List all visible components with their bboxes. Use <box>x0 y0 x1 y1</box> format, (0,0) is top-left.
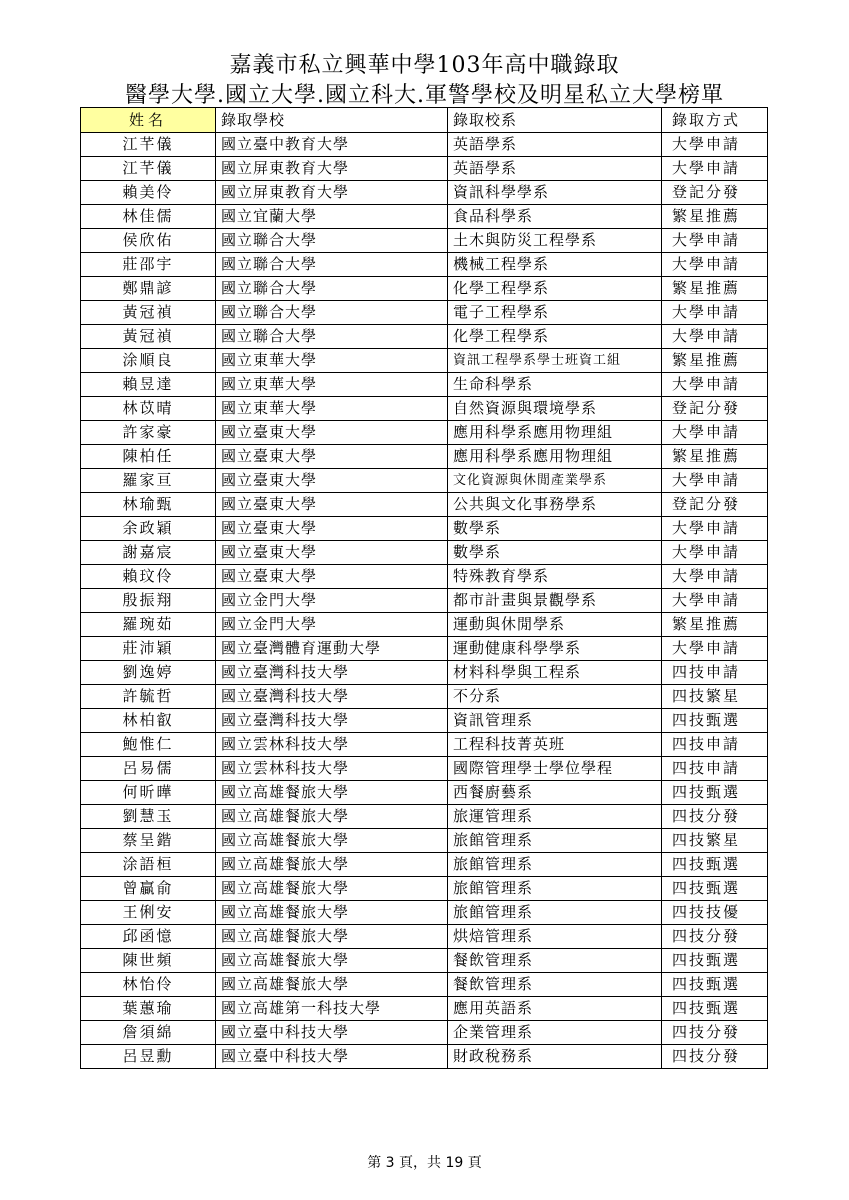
student-name: 林佳儒 <box>81 205 216 229</box>
header-name: 姓名 <box>81 108 216 133</box>
admission-method: 繁星推薦 <box>662 445 768 469</box>
student-name: 林柏叡 <box>81 709 216 733</box>
admission-method: 四技分發 <box>662 925 768 949</box>
admission-method: 大學申請 <box>662 325 768 349</box>
department-name: 數學系 <box>448 541 662 565</box>
department-name: 自然資源與環境學系 <box>448 397 662 421</box>
admission-method: 繁星推薦 <box>662 205 768 229</box>
department-name: 西餐廚藝系 <box>448 781 662 805</box>
admission-method: 大學申請 <box>662 157 768 181</box>
admission-method: 大學申請 <box>662 253 768 277</box>
student-name: 賴玟伶 <box>81 565 216 589</box>
admission-method: 四技甄選 <box>662 973 768 997</box>
school-name: 國立高雄餐旅大學 <box>216 925 448 949</box>
admission-method: 四技繁星 <box>662 829 768 853</box>
admission-method: 大學申請 <box>662 133 768 157</box>
department-name: 資訊科學學系 <box>448 181 662 205</box>
department-name: 應用英語系 <box>448 997 662 1021</box>
department-name: 土木與防災工程學系 <box>448 229 662 253</box>
student-name: 詹須綿 <box>81 1021 216 1045</box>
department-name: 烘焙管理系 <box>448 925 662 949</box>
page-subtitle: 醫學大學.國立大學.國立科大.軍警學校及明星私立大學榜單 <box>125 83 724 108</box>
table-row <box>81 949 768 973</box>
department-name: 運動健康科學學系 <box>448 637 662 661</box>
department-name: 旅館管理系 <box>448 829 662 853</box>
table-row <box>81 541 768 565</box>
student-name: 羅家亘 <box>81 469 216 493</box>
student-name: 謝嘉宸 <box>81 541 216 565</box>
admission-method: 四技申請 <box>662 757 768 781</box>
school-name: 國立高雄餐旅大學 <box>216 901 448 925</box>
student-name: 許家豪 <box>81 421 216 445</box>
student-name: 葉蕙瑜 <box>81 997 216 1021</box>
school-name: 國立臺灣科技大學 <box>216 685 448 709</box>
department-name: 企業管理系 <box>448 1021 662 1045</box>
department-name: 旅運管理系 <box>448 805 662 829</box>
admission-method: 繁星推薦 <box>662 349 768 373</box>
admission-method: 四技甄選 <box>662 997 768 1021</box>
table-row <box>81 613 768 637</box>
student-name: 陳世頻 <box>81 949 216 973</box>
school-name: 國立聯合大學 <box>216 229 448 253</box>
table-row <box>81 1021 768 1045</box>
student-name: 許毓哲 <box>81 685 216 709</box>
admission-method: 大學申請 <box>662 517 768 541</box>
department-name: 公共與文化事務學系 <box>448 493 662 517</box>
admission-method: 四技申請 <box>662 661 768 685</box>
admission-method: 四技甄選 <box>662 853 768 877</box>
admission-method: 繁星推薦 <box>662 613 768 637</box>
student-name: 江芊儀 <box>81 133 216 157</box>
student-name: 王俐安 <box>81 901 216 925</box>
school-name: 國立東華大學 <box>216 349 448 373</box>
student-name: 林瑜甄 <box>81 493 216 517</box>
table-row <box>81 349 768 373</box>
school-name: 國立高雄餐旅大學 <box>216 805 448 829</box>
header-school: 錄取學校 <box>216 108 448 133</box>
school-name: 國立臺東大學 <box>216 541 448 565</box>
department-name: 旅館管理系 <box>448 877 662 901</box>
department-name: 電子工程學系 <box>448 301 662 325</box>
admission-method: 四技申請 <box>662 733 768 757</box>
school-name: 國立金門大學 <box>216 613 448 637</box>
school-name: 國立聯合大學 <box>216 301 448 325</box>
school-name: 國立聯合大學 <box>216 253 448 277</box>
department-name: 都市計畫與景觀學系 <box>448 589 662 613</box>
student-name: 邱函憶 <box>81 925 216 949</box>
student-name: 賴昱達 <box>81 373 216 397</box>
table-row <box>81 181 768 205</box>
table-row <box>81 781 768 805</box>
school-name: 國立聯合大學 <box>216 277 448 301</box>
department-name: 數學系 <box>448 517 662 541</box>
department-name: 餐飲管理系 <box>448 973 662 997</box>
table-row <box>81 685 768 709</box>
student-name: 羅琬茹 <box>81 613 216 637</box>
student-name: 何昕曄 <box>81 781 216 805</box>
admission-method: 四技繁星 <box>662 685 768 709</box>
school-name: 國立臺東大學 <box>216 565 448 589</box>
table-row <box>81 829 768 853</box>
header-method: 錄取方式 <box>662 108 768 133</box>
table-row <box>81 925 768 949</box>
department-name: 材料科學與工程系 <box>448 661 662 685</box>
table-row <box>81 469 768 493</box>
department-name: 文化資源與休閒產業學系 <box>448 469 662 493</box>
school-name: 國立高雄餐旅大學 <box>216 973 448 997</box>
student-name: 殷振翔 <box>81 589 216 613</box>
department-name: 資訊工程學系學士班資工組 <box>448 349 662 373</box>
admission-method: 四技分發 <box>662 805 768 829</box>
school-name: 國立臺灣體育運動大學 <box>216 637 448 661</box>
school-name: 國立臺東大學 <box>216 421 448 445</box>
school-name: 國立東華大學 <box>216 397 448 421</box>
school-name: 國立金門大學 <box>216 589 448 613</box>
header-department: 錄取校系 <box>448 108 662 133</box>
table-row <box>81 373 768 397</box>
student-name: 林怡伶 <box>81 973 216 997</box>
school-name: 國立臺東大學 <box>216 445 448 469</box>
department-name: 英語學系 <box>448 157 662 181</box>
department-name: 工程科技菁英班 <box>448 733 662 757</box>
department-name: 運動與休閒學系 <box>448 613 662 637</box>
admission-method: 大學申請 <box>662 541 768 565</box>
department-name: 財政稅務系 <box>448 1045 662 1069</box>
student-name: 黃冠禎 <box>81 301 216 325</box>
department-name: 應用科學系應用物理組 <box>448 445 662 469</box>
page-title: 嘉義市私立興華中學103年高中職錄取 <box>229 53 620 78</box>
table-header-row <box>81 108 768 133</box>
admission-method: 登記分發 <box>662 493 768 517</box>
admission-method: 大學申請 <box>662 229 768 253</box>
school-name: 國立高雄餐旅大學 <box>216 877 448 901</box>
admission-method: 四技分發 <box>662 1021 768 1045</box>
school-name: 國立雲林科技大學 <box>216 757 448 781</box>
department-name: 食品科學系 <box>448 205 662 229</box>
school-name: 國立高雄第一科技大學 <box>216 997 448 1021</box>
school-name: 國立雲林科技大學 <box>216 733 448 757</box>
department-name: 化學工程學系 <box>448 325 662 349</box>
table-row <box>81 445 768 469</box>
student-name: 侯欣佑 <box>81 229 216 253</box>
student-name: 莊邵宇 <box>81 253 216 277</box>
table-row <box>81 277 768 301</box>
admission-method: 大學申請 <box>662 301 768 325</box>
department-name: 應用科學系應用物理組 <box>448 421 662 445</box>
page-footer: 第 3 頁，共 19 頁 <box>367 1155 482 1171</box>
table-row <box>81 733 768 757</box>
school-name: 國立高雄餐旅大學 <box>216 781 448 805</box>
admission-method: 四技甄選 <box>662 949 768 973</box>
table-row <box>81 757 768 781</box>
table-row <box>81 805 768 829</box>
department-name: 機械工程學系 <box>448 253 662 277</box>
table-row <box>81 1045 768 1069</box>
student-name: 余政穎 <box>81 517 216 541</box>
table-row <box>81 973 768 997</box>
department-name: 英語學系 <box>448 133 662 157</box>
department-name: 特殊教育學系 <box>448 565 662 589</box>
table-row <box>81 661 768 685</box>
student-name: 呂昱勳 <box>81 1045 216 1069</box>
admission-method: 大學申請 <box>662 421 768 445</box>
department-name: 旅館管理系 <box>448 853 662 877</box>
admission-method: 四技分發 <box>662 1045 768 1069</box>
student-name: 曾贏俞 <box>81 877 216 901</box>
table-row <box>81 301 768 325</box>
school-name: 國立臺中科技大學 <box>216 1021 448 1045</box>
student-name: 劉慧玉 <box>81 805 216 829</box>
school-name: 國立高雄餐旅大學 <box>216 853 448 877</box>
table-row <box>81 709 768 733</box>
student-name: 江芊儀 <box>81 157 216 181</box>
table-body <box>81 133 768 1069</box>
table-row <box>81 637 768 661</box>
table-row <box>81 565 768 589</box>
student-name: 莊沛穎 <box>81 637 216 661</box>
admission-table <box>80 107 768 1069</box>
school-name: 國立臺中教育大學 <box>216 133 448 157</box>
table-row <box>81 397 768 421</box>
admission-method: 四技技優 <box>662 901 768 925</box>
admission-method: 大學申請 <box>662 469 768 493</box>
school-name: 國立臺東大學 <box>216 469 448 493</box>
school-name: 國立臺東大學 <box>216 493 448 517</box>
student-name: 蔡呈鍇 <box>81 829 216 853</box>
department-name: 國際管理學士學位學程 <box>448 757 662 781</box>
table-row <box>81 853 768 877</box>
school-name: 國立屏東教育大學 <box>216 157 448 181</box>
table-row <box>81 229 768 253</box>
school-name: 國立臺灣科技大學 <box>216 661 448 685</box>
table-row <box>81 997 768 1021</box>
school-name: 國立宜蘭大學 <box>216 205 448 229</box>
student-name: 呂易儒 <box>81 757 216 781</box>
student-name: 鮑惟仁 <box>81 733 216 757</box>
school-name: 國立臺灣科技大學 <box>216 709 448 733</box>
table-row <box>81 493 768 517</box>
school-name: 國立臺東大學 <box>216 517 448 541</box>
department-name: 生命科學系 <box>448 373 662 397</box>
table-row <box>81 133 768 157</box>
school-name: 國立屏東教育大學 <box>216 181 448 205</box>
student-name: 涂語桓 <box>81 853 216 877</box>
student-name: 黃冠禎 <box>81 325 216 349</box>
table-row <box>81 589 768 613</box>
table-row <box>81 877 768 901</box>
student-name: 劉逸婷 <box>81 661 216 685</box>
admission-method: 四技甄選 <box>662 781 768 805</box>
admission-method: 登記分發 <box>662 397 768 421</box>
department-name: 資訊管理系 <box>448 709 662 733</box>
school-name: 國立高雄餐旅大學 <box>216 829 448 853</box>
table-row <box>81 253 768 277</box>
admission-method: 登記分發 <box>662 181 768 205</box>
table-row <box>81 901 768 925</box>
table-row <box>81 517 768 541</box>
table-row <box>81 157 768 181</box>
student-name: 賴美伶 <box>81 181 216 205</box>
department-name: 旅館管理系 <box>448 901 662 925</box>
department-name: 餐飲管理系 <box>448 949 662 973</box>
admission-method: 繁星推薦 <box>662 277 768 301</box>
school-name: 國立臺中科技大學 <box>216 1045 448 1069</box>
school-name: 國立東華大學 <box>216 373 448 397</box>
student-name: 涂順良 <box>81 349 216 373</box>
admission-method: 大學申請 <box>662 589 768 613</box>
admission-method: 四技甄選 <box>662 709 768 733</box>
admission-method: 四技甄選 <box>662 877 768 901</box>
department-name: 化學工程學系 <box>448 277 662 301</box>
admission-method: 大學申請 <box>662 373 768 397</box>
school-name: 國立聯合大學 <box>216 325 448 349</box>
table-row <box>81 205 768 229</box>
student-name: 陳柏任 <box>81 445 216 469</box>
table-row <box>81 325 768 349</box>
student-name: 林苡晴 <box>81 397 216 421</box>
student-name: 鄭鼎諺 <box>81 277 216 301</box>
department-name: 不分系 <box>448 685 662 709</box>
table-row <box>81 421 768 445</box>
admission-method: 大學申請 <box>662 565 768 589</box>
admission-method: 大學申請 <box>662 637 768 661</box>
school-name: 國立高雄餐旅大學 <box>216 949 448 973</box>
